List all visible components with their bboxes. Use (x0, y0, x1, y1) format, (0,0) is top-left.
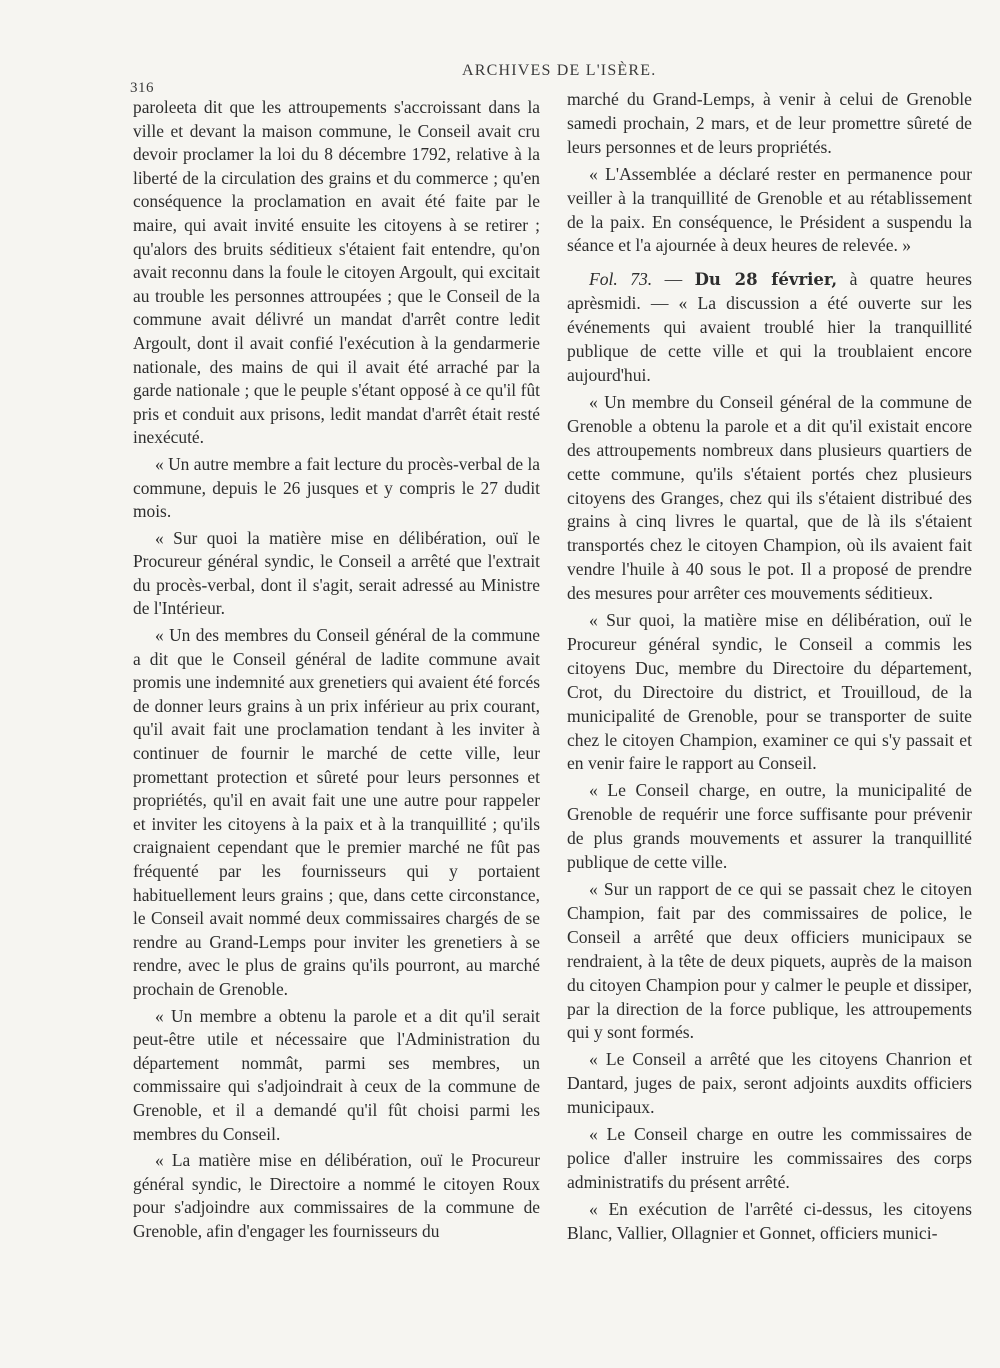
paragraph: « Le Conseil charge, en outre, la municipalité de Grenoble de requérir une force suffisante pour prévenir de plus grands mouvements et assurer la tranquillité publique de cette ville. (567, 780, 972, 873)
paragraph: « Le Conseil a arrêté que les citoyens Chanrion et Dantard, juges de paix, seront adjoints auxdits officiers municipaux. (567, 1049, 972, 1118)
dated-entry: Fol. 73. — Du 28 février, à quatre heures aprèsmidi. — « La discussion a été ouverte sur les événements qui avaient troublé hier la tranquillité publique de cette ville et qui la troublaient encore aujourd'hui. (567, 269, 973, 385)
paragraph: « Un des membres du Conseil général de la commune a dit que le Conseil général de ladite commune avait promis une indemnité aux grenetiers qui avaient été forcés de donner leurs grains à un prix inférieur au prix courant, qu'il avait fait une proclamation tendant à les inviter à continuer de fournir le marché de cette ville, leur promettant protection et sûreté pour leurs personnes et propriétés, qu'il en avait fait une une autre pour rappeler et inviter les citoyens à la paix et à la tranquillité ; qu'ils craignaient cependant que le premier marché ne fût pas fréquenté par les fournisseurs qui y portaient habituellement leurs grains ; que, dans cette circonstance, le Conseil avait nommé deux commissaires chargés de se rendre au Grand-Lemps pour inviter les grenetiers à se rendre, avec le plus de grains qu'ils pourront, au marché prochain de Grenoble. (133, 625, 540, 999)
paragraph: « En exécution de l'arrêté ci-dessus, les citoyens Blanc, Vallier, Ollagnier et Gonnet, officiers munici- (567, 1198, 972, 1243)
entry-date: Du 28 février, (694, 270, 838, 290)
paragraph: « L'Assemblée a déclaré rester en permanence pour veiller à la tranquillité de Grenoble et au rétablissement de la paix. En conséquence, le Président a suspendu la séance et l'a ajournée à deux heures de relevée. » (567, 163, 972, 256)
paragraph: « La matière mise en délibération, ouï le Procureur général syndic, le Directoire a nommé le citoyen Roux pour s'adjoindre aux commissaires de la commune de Grenoble, afin d'engager les fournisseurs du (133, 1150, 540, 1241)
left-column (133, 96, 540, 1247)
paragraph: « Sur quoi la matière mise en délibération, ouï le Procureur général syndic, le Conseil a arrêté que l'extrait du procès-verbal, dont il s'agit, serait adressé au Ministre de l'Intérieur. (133, 527, 540, 619)
paragraph: « Un autre membre a fait lecture du procès-verbal de la commune, depuis le 26 jusques et y compris le 27 dudit mois. (133, 453, 540, 522)
paragraph: « Le Conseil charge en outre les commissaires de police d'aller instruire les commissaires des corps administratifs du présent arrêté. (567, 1124, 972, 1192)
running-head: ARCHIVES DE L'ISÈRE. (462, 62, 657, 79)
paragraph: paroleeta dit que les attroupements s'accroissant dans la ville et devant la maison commune, le Conseil avait cru devoir proclamer la loi du 8 décembre 1792, relative à la liberté de la circulation des grains et du commerce ; qu'en conséquence la proclamation en avait été faite par le maire, qui avait invité ensuite les citoyens à se retirer ; qu'alors des bruits séditieux s'étaient fait entendre, qu'on avait reconnu dans la foule le citoyen Argoult, qui excitait au trouble les personnes attroupées ; que le Conseil de la commune avait délivré un mandat d'arrêt contre ledit Argoult, dont il avait confié l'exécution à la gendarmerie nationale, des mains de qui il avait été arraché par la garde nationale ; que le peuple s'étant opposé à ce qu'il fût pris et conduit aux prisons, ledit mandat d'arrêt était resté inexécuté. (133, 97, 540, 448)
paragraph: « Un membre du Conseil général de la commune de Grenoble a obtenu la parole et a dit qu'il existait encore des attroupements nombreux dans plusieurs quartiers de cette commune, qu'ils s'étaient portés chez plusieurs citoyens des Granges, chez qui ils s'étaient distribué des grains à cinq livres le quartal, que de là ils s'étaient transportés chez le citoyen Champion, où ils avaient fait vendre l'huile à 40 sous le pot. Il a proposé de prendre des mesures pour arrêter ces mouvements séditieux. (567, 391, 972, 604)
page-number: 316 (130, 80, 154, 96)
paragraph: « Sur quoi, la matière mise en délibération, ouï le Procureur général syndic, le Conseil a commis les citoyens Duc, membre du Directoire du département, Crot, du Directoire du district, et Trouilloud, de la municipalité de Grenoble, pour se transporter de suite chez le citoyen Champion, examiner ce qui s'y passait et en venir faire le rapport au Conseil. (567, 610, 972, 774)
right-column (567, 88, 972, 1249)
entry-text: à quatre heures aprèsmidi. — « La discussion a été ouverte sur les événements qui avaient troublé hier la tranquillité publique de cette ville et qui la troublaient encore aujourd'hui. (567, 269, 973, 385)
folio-reference: Fol. 73. (589, 269, 653, 290)
paragraph: « Sur un rapport de ce qui se passait chez le citoyen Champion, fait par des commissaires de police, le Conseil a arrêté que deux officiers municipaux se rendraient, à la tête de deux piquets, auprès de la maison du citoyen Champion pour y calmer le peuple et dissiper, par la direction de la force publique, les attroupements qui y sont formés. (567, 879, 972, 1043)
paragraph: marché du Grand-Lemps, à venir à celui de Grenoble samedi prochain, 2 mars, et de leur promettre sûreté de leurs personnes et de leurs propriétés. (567, 89, 972, 157)
paragraph: « Un membre a obtenu la parole et a dit qu'il serait peut-être utile et nécessaire que l'Administration du département nommât, parmi ses membres, un commissaire qui s'adjoindrait à ceux de la commune de Grenoble, et il a demandé qu'il fût choisi parmi les membres du Conseil. (133, 1005, 540, 1144)
